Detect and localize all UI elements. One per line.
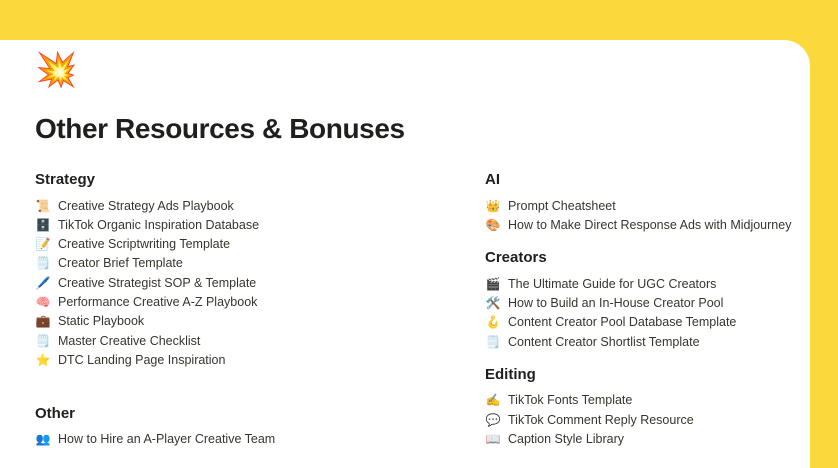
resource-link[interactable]: [35, 350, 485, 369]
resource-link[interactable]: [35, 312, 485, 331]
notepad-icon: 🗒️: [485, 334, 501, 349]
resource-label: TikTok Fonts Template: [508, 393, 633, 408]
resource-label: Master Creative Checklist: [58, 333, 201, 348]
resource-link[interactable]: [485, 391, 791, 410]
section-heading: Strategy: [35, 171, 96, 189]
resource-label: Creator Brief Template: [58, 256, 183, 271]
resource-link[interactable]: [35, 331, 485, 350]
resource-label: DTC Landing Page Inspiration: [58, 352, 226, 367]
file-cabinet-icon: 🗄️: [35, 217, 51, 232]
resource-label: How to Build an In-House Creator Pool: [508, 295, 724, 310]
briefcase-icon: 💼: [35, 314, 51, 329]
resource-label: Content Creator Shortlist Template: [508, 334, 700, 349]
open-book-icon: 📖: [485, 431, 501, 446]
page-content: [0, 40, 810, 449]
resource-link[interactable]: [35, 292, 485, 311]
memo-icon: 📝: [35, 237, 51, 252]
hook-icon: 🪝: [485, 315, 501, 330]
left-column: [35, 172, 485, 448]
section-other: [35, 406, 485, 449]
resource-link[interactable]: [35, 254, 485, 273]
resource-label: Caption Style Library: [508, 431, 625, 446]
right-column: [485, 172, 791, 448]
star-icon: ⭐: [35, 352, 51, 367]
page-emoji-icon[interactable]: 💥: [35, 51, 78, 89]
resource-columns: [35, 171, 792, 448]
crown-icon: 👑: [485, 198, 501, 213]
writing-hand-icon: ✍️: [485, 393, 501, 408]
brain-icon: 🧠: [35, 295, 51, 310]
scroll-icon: 📜: [35, 198, 51, 213]
resource-link[interactable]: [35, 429, 485, 448]
section-heading: AI: [485, 171, 500, 189]
palette-icon: 🎨: [485, 217, 501, 232]
hammer-wrench-icon: 🛠️: [485, 295, 501, 310]
resource-label: TikTok Organic Inspiration Database: [58, 217, 260, 232]
section-heading: Editing: [485, 366, 536, 384]
resource-link[interactable]: [485, 215, 791, 234]
people-icon: 👥: [35, 431, 51, 446]
resource-label: Creative Scriptwriting Template: [58, 237, 231, 252]
page-title: Other Resources & Bonuses: [35, 113, 405, 145]
resource-label: Prompt Cheatsheet: [508, 198, 616, 213]
section-strategy: [35, 172, 485, 369]
resource-label: Creative Strategist SOP & Template: [58, 275, 257, 290]
resource-label: Static Playbook: [58, 314, 145, 329]
resource-label: TikTok Comment Reply Resource: [508, 412, 694, 427]
resource-link[interactable]: [485, 429, 791, 448]
resource-label: The Ultimate Guide for UGC Creators: [508, 276, 717, 291]
resource-link[interactable]: [35, 234, 485, 253]
notepad-icon: 🗒️: [35, 256, 51, 271]
resource-link[interactable]: [485, 293, 791, 312]
pen-icon: 🖊️: [35, 275, 51, 290]
resource-link[interactable]: [485, 274, 791, 293]
section-creators: [485, 250, 791, 351]
section-ai: [485, 172, 791, 234]
resource-label: Performance Creative A-Z Playbook: [58, 295, 258, 310]
page-card: [0, 40, 810, 468]
resource-label: How to Hire an A-Player Creative Team: [58, 431, 276, 446]
resource-link[interactable]: [485, 410, 791, 429]
resource-label: Content Creator Pool Database Template: [508, 315, 737, 330]
resource-label: How to Make Direct Response Ads with Midjourney: [508, 217, 792, 232]
notepad-icon: 🗒️: [35, 333, 51, 348]
resource-link[interactable]: [485, 313, 791, 332]
section-heading: Other: [35, 404, 76, 422]
section-editing: [485, 367, 791, 448]
resource-link[interactable]: [35, 215, 485, 234]
resource-link[interactable]: [35, 273, 485, 292]
section-heading: Creators: [485, 249, 547, 267]
resource-link[interactable]: [485, 332, 791, 351]
speech-bubble-icon: 💬: [485, 412, 501, 427]
clapperboard-icon: 🎬: [485, 276, 501, 291]
resource-link[interactable]: [485, 196, 791, 215]
resource-link[interactable]: [35, 196, 485, 215]
resource-label: Creative Strategy Ads Playbook: [58, 198, 234, 213]
